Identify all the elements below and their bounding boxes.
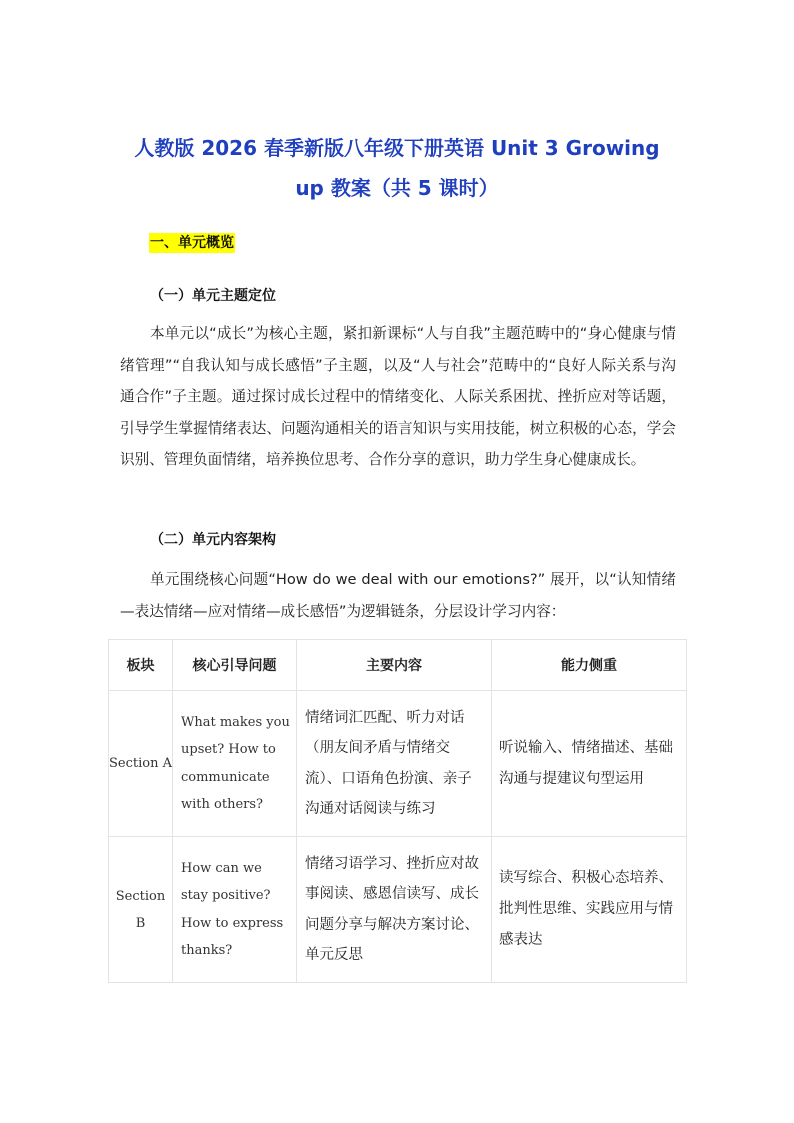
main-content-cell: 情绪习语学习、挫折应对故事阅读、感恩信读写、成长问题分享与解决方案讨论、单元反思 [297,837,492,983]
subsection-heading-structure: （二）单元内容架构 [150,532,276,548]
main-content-cell: 情绪词汇匹配、听力对话（朋友间矛盾与情绪交流）、口语角色扮演、亲子沟通对话阅读与练习 [297,691,492,837]
ability-focus-cell: 读写综合、积极心态培养、批判性思维、实践应用与情感表达 [492,837,687,983]
ability-focus-cell: 听说输入、情绪描述、基础沟通与提建议句型运用 [492,691,687,837]
table-row [109,837,687,983]
section-cell: Section B [109,837,173,983]
paragraph-theme: 本单元以“成长”为核心主题，紧扣新课标“人与自我”主题范畴中的“身心健康与情绪管理”“自我认知与成长感悟”子主题，以及“人与社会”范畴中的“良好人际关系与沟通合作”子主题。通过探讨成长过程中的情绪变化、人际关系困扰、挫折应对等话题，引导学生掌握情绪表达、问题沟通相关的语言知识与实用技能，树立积极的心态，学会识别、管理负面情绪，培养换位思考、合作分享的意识，助力学生身心健康成长。 [120,325,676,468]
table-header-cell: 核心引导问题 [173,640,297,691]
guiding-question-cell: How can we stay positive? How to express thanks? [173,837,297,983]
section-heading-overview: 一、单元概览 [150,235,234,251]
table-header-cell: 主要内容 [297,640,492,691]
subsection-heading-theme: （一）单元主题定位 [150,288,276,304]
content-structure-table [108,639,687,983]
paragraph-structure: 单元围绕核心问题“How do we deal with our emotions?” 展开，以“认知情绪—表达情绪—应对情绪—成长感悟”为逻辑链条，分层设计学习内容： [120,571,676,620]
table-header-cell: 能力侧重 [492,640,687,691]
table-header-cell: 板块 [109,640,173,691]
table-header-row [109,640,687,691]
document-title: 人教版 2026 春季新版八年级下册英语 Unit 3 Growing up 教案（共 5 课时） [134,136,660,200]
section-cell: Section A [109,691,173,837]
guiding-question-cell: What makes you upset? How to communicate with others? [173,691,297,837]
table-row [109,691,687,837]
